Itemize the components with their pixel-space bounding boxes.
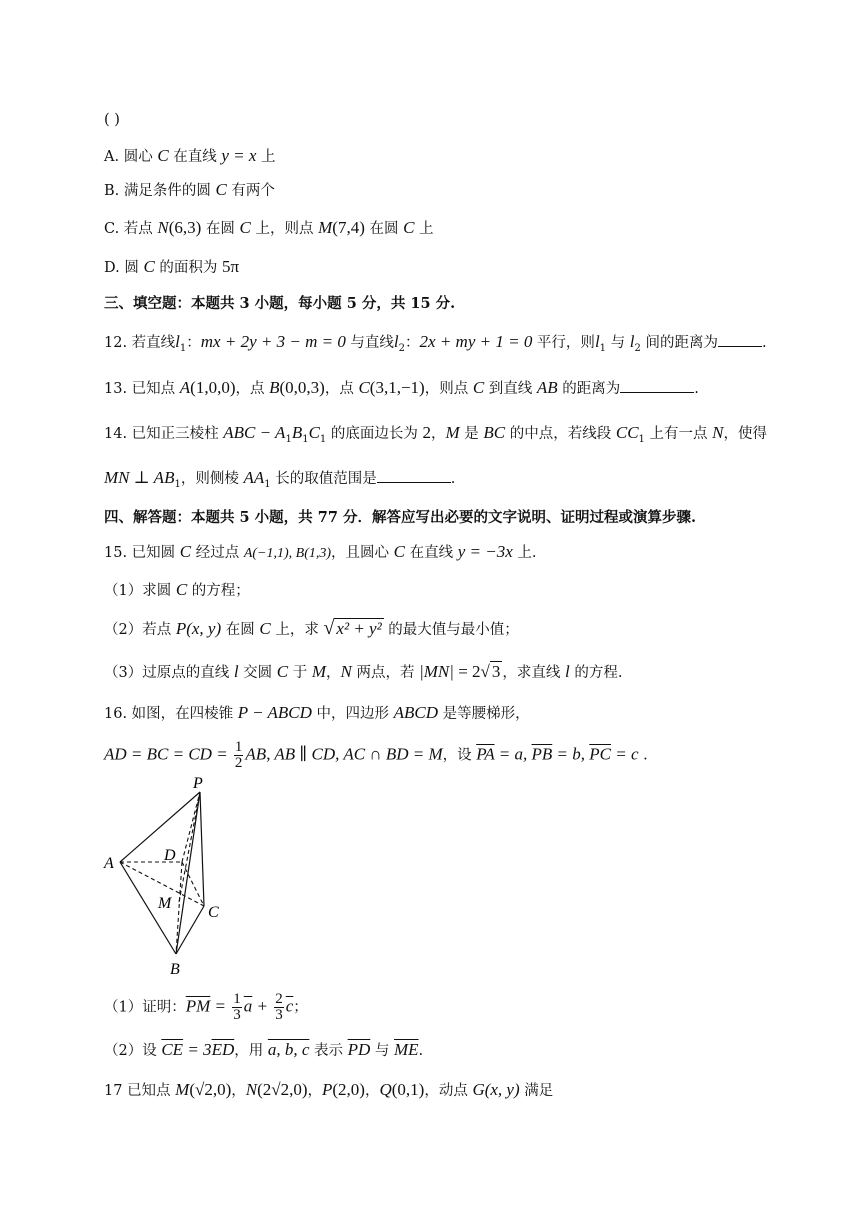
option-c: C. 若点 N(6,3) 在圆 C 上，则点 M(7,4) 在圆 C 上 <box>104 218 434 237</box>
edge-pb <box>176 792 200 954</box>
edge-pc <box>200 792 204 906</box>
label-d: D <box>164 847 176 864</box>
question-15: 15. 已知圆 C 经过点 A(−1,1), B(1,3)，且圆心 C 在直线 y = −3x 上. <box>104 542 537 561</box>
option-b: B. 满足条件的圆 C 有两个 <box>104 180 275 199</box>
question-16-part-2: （2）设 $\overline{CE} = 3\overline{ED}$，用 a, b, c 表示 $\overline{PD}$ 与 $\overline{ME}$. <box>104 1040 424 1059</box>
question-16: 16. 如图，在四棱锥 P − ABCD 中，四边形 ABCD 是等腰梯形， <box>104 703 530 722</box>
edge-pa <box>120 792 200 862</box>
label-p: P <box>193 775 203 792</box>
segment-pm <box>179 792 200 902</box>
answer-blank <box>718 332 762 347</box>
question-16-part-1: （1）证明：$\overline{PM}$ = $\frac{1}{3}$ $\overline{a}$ + $\frac{2}{3}$ $\overline{c}$； <box>104 991 308 1023</box>
sqrt-sign: √ <box>323 617 335 639</box>
label-b: B <box>170 961 180 978</box>
label-c: C <box>208 904 219 921</box>
edge-dc <box>182 862 204 906</box>
question-13: 13. 已知点 A(1,0,0)，点 B(0,0,3)，点 C(3,1,−1)，则点 C 到直线 AB 的距离为 . <box>104 378 699 397</box>
question-14-cont: MN ⊥ $AB_1$，则侧棱 $AA_1$ 长的取值范围是 . <box>104 468 456 490</box>
question-15-part-2: （2）若点 P(x, y) 在圆 C 上，求 √ x² + y² 的最大值与最小值； <box>104 617 519 639</box>
question-12: 12. 若直线$l_1$：mx + 2y + 3 − m = 0 与直线$l_2$：2x + my + 1 = 0 平行，则$l_1$ 与 $l_2$ 间的距离为 . <box>104 332 767 354</box>
section-3-heading: 三、填空题：本题共 3 小题，每小题 5 分，共 15 分. <box>104 295 456 312</box>
answer-blank <box>377 468 451 483</box>
option-a: A. 圆心 C 在直线 y = x 上 <box>104 146 276 165</box>
answer-blank <box>620 378 694 393</box>
question-16-conditions: AD = BC = CD = $\frac{1}{2}$ AB, AB ∥ CD, AC ∩ BD = M，设 $\overline{PA} = a$, $\overline{PB} = b$, $\overline{PC} = c$ . <box>104 739 648 771</box>
question-15-part-1: （1）求圆 C 的方程； <box>104 580 250 599</box>
question-14: 14. 已知正三棱柱 ABC − $A_1B_1C_1$ 的底面边长为 2，M 是 BC 的中点，若线段 $CC_1$ 上有一点 N，使得 <box>104 423 767 445</box>
label-a: A <box>104 855 114 872</box>
option-d: D. 圆 C 的面积为 5π <box>104 257 240 276</box>
question-17: 17 已知点 M(√2,0)，N(2√2,0)，P(2,0)，Q(0,1)，动点 G(x, y) 满足 <box>104 1080 554 1099</box>
edge-bc <box>176 906 204 954</box>
question-15-part-3: （3）过原点的直线 l 交圆 C 于 M，N 两点，若 |MN| = 2√ 3 ，求直线 l 的方程. <box>104 662 623 681</box>
answer-parentheses: ( ) <box>104 112 120 128</box>
label-m: M <box>158 895 172 912</box>
diagonal-bd <box>176 862 182 954</box>
section-4-heading: 四、解答题：本题共 5 小题，共 77 分．解答应写出必要的文字说明、证明过程或演算步骤. <box>104 509 697 526</box>
pyramid-figure <box>100 772 240 982</box>
